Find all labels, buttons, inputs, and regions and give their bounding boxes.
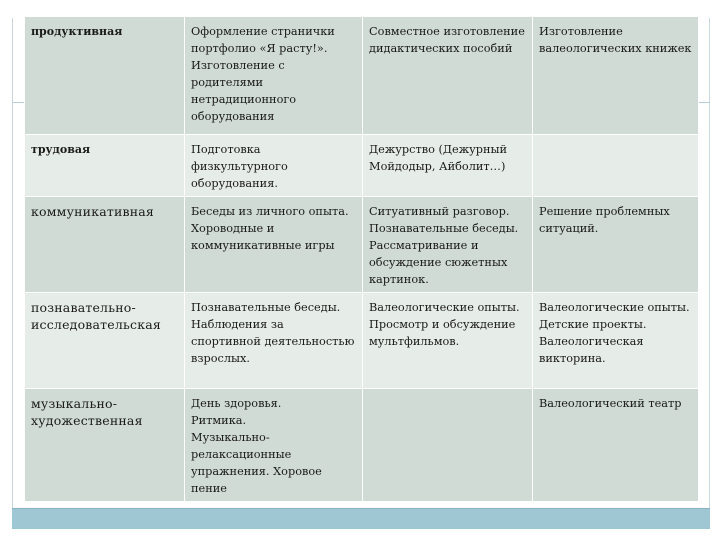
- activity-type-label: трудовая: [31, 143, 91, 156]
- table-cell: [185, 293, 363, 389]
- cell-text: Оформление странички портфолио «Я расту!». Изготовление с родителями нетрадиционного оборудования: [191, 25, 335, 123]
- activity-table: [24, 16, 699, 502]
- table-cell: [533, 389, 699, 502]
- activity-type-label: познавательно- исследовательская: [31, 300, 161, 332]
- table-row: [25, 135, 699, 197]
- table-row: [25, 197, 699, 293]
- table-cell: [185, 197, 363, 293]
- frame-left-tick: [12, 102, 24, 103]
- cell-text: Ситуативный разговор. Познавательные беседы. Рассматривание и обсуждение сюжетных картинок.: [369, 205, 519, 286]
- table-cell: [533, 197, 699, 293]
- frame-right-tick: [698, 102, 710, 103]
- cell-text: Совместное изготовление дидактических пособий: [369, 25, 525, 55]
- table-cell: [533, 17, 699, 135]
- cell-text: Решение проблемных ситуаций.: [539, 205, 670, 235]
- table-cell: [185, 135, 363, 197]
- table-cell: [185, 17, 363, 135]
- cell-text: День здоровья. Ритмика. Музыкально- релаксационные упражнения. Хоровое пение: [191, 397, 322, 495]
- table-row: [25, 293, 699, 389]
- activity-type-cell: [25, 293, 185, 389]
- frame-right-line: [709, 18, 710, 508]
- table-row: [25, 389, 699, 502]
- frame-left-line: [12, 18, 13, 508]
- table-row: [25, 17, 699, 135]
- activity-type-cell: [25, 17, 185, 135]
- table-cell: [363, 135, 533, 197]
- cell-text: Валеологические опыты. Детские проекты. Валеологическая викторина.: [539, 301, 690, 365]
- table-cell: [533, 293, 699, 389]
- cell-text: Валеологические опыты. Просмотр и обсуждение мультфильмов.: [369, 301, 520, 348]
- cell-text: Познавательные беседы. Наблюдения за спортивной деятельностью взрослых.: [191, 301, 355, 365]
- cell-text: Изготовление валеологических книжек: [539, 25, 692, 55]
- activity-type-label: продуктивная: [31, 25, 123, 38]
- activity-type-label: коммуникативная: [31, 204, 155, 219]
- table-cell: [363, 389, 533, 502]
- footer-bar: [12, 508, 710, 529]
- activity-type-label: музыкально- художественная: [31, 396, 143, 428]
- activity-type-cell: [25, 197, 185, 293]
- table-cell: [363, 197, 533, 293]
- table-cell: [363, 293, 533, 389]
- activity-type-cell: [25, 389, 185, 502]
- cell-text: Подготовка физкультурного оборудования.: [191, 143, 288, 190]
- table-cell: [185, 389, 363, 502]
- cell-text: Валеологический театр: [539, 397, 682, 410]
- activity-type-cell: [25, 135, 185, 197]
- table-cell: [533, 135, 699, 197]
- cell-text: Беседы из личного опыта. Хороводные и коммуникативные игры: [191, 205, 349, 252]
- table-cell: [363, 17, 533, 135]
- activity-table-wrapper: [24, 16, 698, 502]
- cell-text: Дежурство (Дежурный Мойдодыр, Айболит…): [369, 143, 508, 173]
